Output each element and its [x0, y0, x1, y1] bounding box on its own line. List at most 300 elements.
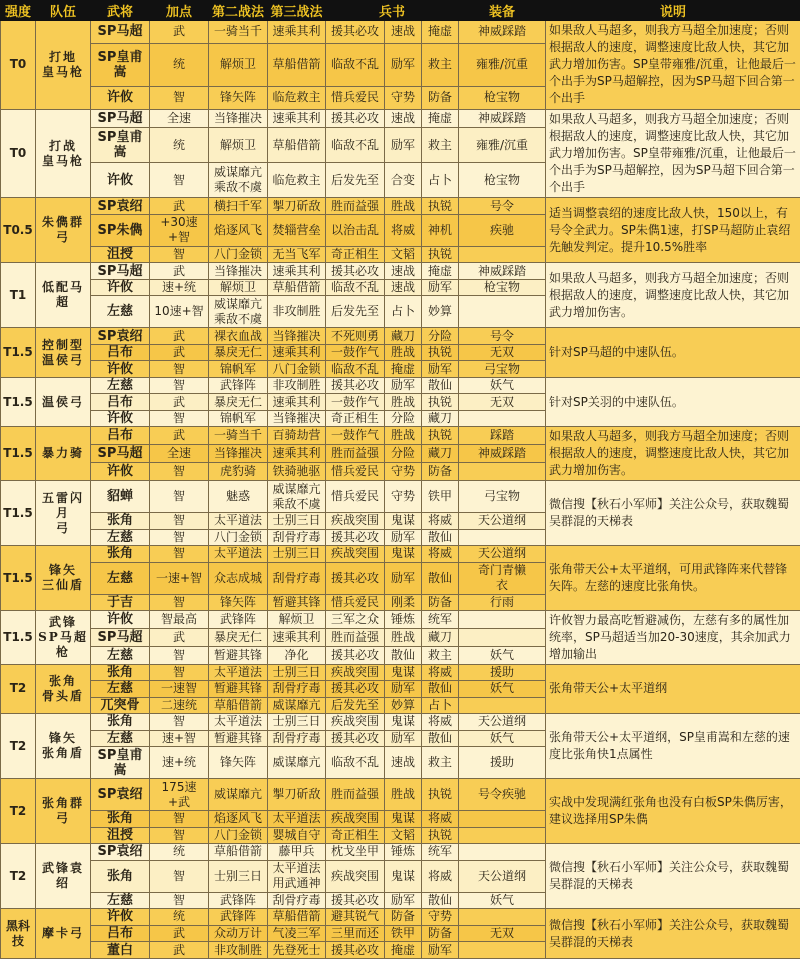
skill2-cell: 解烦卫: [209, 43, 268, 87]
points-cell: 一速智: [150, 681, 209, 698]
skill3-cell: 刮骨疗毒: [268, 681, 326, 698]
book1-cell: 不死则勇: [326, 328, 385, 345]
points-cell: 武: [150, 942, 209, 959]
points-cell: 武: [150, 21, 209, 44]
equip-cell: 行雨: [459, 594, 546, 611]
hero-cell: 左慈: [91, 646, 150, 664]
skill2-cell: 八门金锁: [209, 246, 268, 263]
equip-cell: 弓宝物: [459, 481, 546, 513]
table-row: [1, 328, 800, 345]
hero-cell: 许攸: [91, 909, 150, 926]
points-cell: 智: [150, 513, 209, 530]
book1-cell: 疾战突围: [326, 513, 385, 530]
skill2-cell: 太平道法: [209, 513, 268, 530]
equip-cell: 援助: [459, 664, 546, 681]
equip-cell: [459, 529, 546, 546]
book3-cell: 将威: [422, 860, 459, 892]
equip-cell: 天公道纲: [459, 860, 546, 892]
hero-cell: 许攸: [91, 163, 150, 198]
points-cell: 武: [150, 925, 209, 942]
points-cell: 智: [150, 377, 209, 394]
skill3-cell: 无当飞军: [268, 246, 326, 263]
table-row: [1, 109, 800, 127]
tier-cell: T1.5: [1, 611, 36, 665]
points-cell: 智: [150, 546, 209, 563]
book1-cell: 援其必攻: [326, 730, 385, 747]
book2-cell: 胜战: [385, 427, 422, 445]
book1-cell: 三里而还: [326, 925, 385, 942]
skill3-cell: 气凌三军: [268, 925, 326, 942]
points-cell: 智: [150, 646, 209, 664]
book1-cell: 援其必攻: [326, 942, 385, 959]
hero-cell: 左慈: [91, 529, 150, 546]
points-cell: 全速: [150, 445, 209, 463]
book1-cell: 临敌不乱: [326, 43, 385, 87]
book1-cell: 援其必攻: [326, 646, 385, 664]
skill2-cell: 武锋阵: [209, 892, 268, 909]
skill3-cell: 草船借箭: [268, 279, 326, 296]
skill3-cell: 太平道法: [268, 811, 326, 828]
header-row: [1, 1, 800, 21]
skill3-cell: 速乘其利: [268, 263, 326, 280]
book3-cell: 散仙: [422, 377, 459, 394]
hero-cell: SP马超: [91, 445, 150, 463]
hero-cell: SP马超: [91, 21, 150, 44]
book3-cell: 守势: [422, 909, 459, 926]
team-name-cell: 控制型 温侯弓: [36, 328, 91, 378]
book1-cell: 惜兵爱民: [326, 87, 385, 110]
book2-cell: 速战: [385, 747, 422, 779]
tier-cell: T2: [1, 714, 36, 779]
skill3-cell: 草船借箭: [268, 43, 326, 87]
book1-cell: 临敌不乱: [326, 747, 385, 779]
equip-cell: 天公道纲: [459, 513, 546, 530]
book2-cell: 鬼谋: [385, 664, 422, 681]
header-skill2: 第二战法: [209, 1, 268, 21]
hero-cell: 左慈: [91, 296, 150, 328]
book3-cell: 掩虚: [422, 109, 459, 127]
points-cell: 智: [150, 892, 209, 909]
table-row: [1, 427, 800, 445]
points-cell: 武: [150, 328, 209, 345]
skill2-cell: 锦帆军: [209, 361, 268, 378]
skill3-cell: 速乘其利: [268, 394, 326, 411]
book1-cell: 援其必攻: [326, 263, 385, 280]
hero-cell: 吕布: [91, 394, 150, 411]
hero-cell: 沮授: [91, 246, 150, 263]
tier-cell: T1.5: [1, 546, 36, 611]
equip-cell: [459, 697, 546, 714]
equip-cell: 无双: [459, 925, 546, 942]
tier-cell: T2: [1, 779, 36, 844]
team-name-cell: 低配马超: [36, 263, 91, 328]
hero-cell: 左慈: [91, 730, 150, 747]
equip-cell: [459, 942, 546, 959]
skill3-cell: 威谋靡亢 乘敌不虞: [268, 481, 326, 513]
hero-cell: 张角: [91, 714, 150, 731]
points-cell: 智: [150, 529, 209, 546]
skill2-cell: 暂避其锋: [209, 730, 268, 747]
book3-cell: 将威: [422, 546, 459, 563]
skill2-cell: 太平道法: [209, 546, 268, 563]
skill2-cell: 锋矢阵: [209, 594, 268, 611]
points-cell: 智: [150, 811, 209, 828]
team-name-cell: 锋矢 张角盾: [36, 714, 91, 779]
team-name-cell: 五雷闪月 弓: [36, 481, 91, 546]
points-cell: 智: [150, 827, 209, 844]
book3-cell: 执锐: [422, 344, 459, 361]
equip-cell: 枪宝物: [459, 163, 546, 198]
equip-cell: 号令: [459, 328, 546, 345]
book3-cell: 散仙: [422, 529, 459, 546]
book1-cell: 惜兵爱民: [326, 463, 385, 481]
table-row: [1, 377, 800, 394]
table-row: [1, 664, 800, 681]
book1-cell: 临敌不乱: [326, 361, 385, 378]
book2-cell: 速战: [385, 263, 422, 280]
points-cell: 智: [150, 361, 209, 378]
table-row: [1, 546, 800, 563]
skill2-cell: 众志成城: [209, 562, 268, 594]
book3-cell: 散仙: [422, 562, 459, 594]
skill3-cell: 草船借箭: [268, 127, 326, 162]
skill3-cell: 速乘其利: [268, 21, 326, 44]
skill2-cell: 非攻制胜: [209, 942, 268, 959]
book3-cell: 占卜: [422, 163, 459, 198]
points-cell: 武: [150, 344, 209, 361]
skill3-cell: 太平道法 用武通神: [268, 860, 326, 892]
skill3-cell: 士别三日: [268, 664, 326, 681]
hero-cell: 左慈: [91, 892, 150, 909]
book1-cell: 一鼓作气: [326, 394, 385, 411]
book1-cell: 后发先至: [326, 697, 385, 714]
equip-cell: 妖气: [459, 377, 546, 394]
header-tier: 强度: [1, 1, 36, 21]
points-cell: 武: [150, 394, 209, 411]
book1-cell: 援其必攻: [326, 377, 385, 394]
header-books: 兵书: [326, 1, 459, 21]
book1-cell: 援其必攻: [326, 529, 385, 546]
equip-cell: 枪宝物: [459, 279, 546, 296]
equip-cell: 天公道纲: [459, 714, 546, 731]
skill2-cell: 锦帆军: [209, 410, 268, 427]
hero-cell: 吕布: [91, 925, 150, 942]
skill3-cell: 解烦卫: [268, 611, 326, 629]
book2-cell: 励军: [385, 529, 422, 546]
tier-cell: T1.5: [1, 427, 36, 481]
hero-cell: 董白: [91, 942, 150, 959]
skill3-cell: 临危救主: [268, 163, 326, 198]
hero-cell: 张角: [91, 664, 150, 681]
skill2-cell: 武锋阵: [209, 611, 268, 629]
hero-cell: SP皇甫嵩: [91, 43, 150, 87]
note-cell: 微信搜【秋石小军师】关注公众号，获取魏蜀吴群混的天梯表: [546, 909, 800, 959]
equip-cell: 神威踩踏: [459, 21, 546, 44]
skill3-cell: 速乘其利: [268, 628, 326, 646]
note-cell: 许攸智力最高吃暂避减伤，左慈有多的属性加统率，SP马超适当加20-30速度，其余加武力增加输出: [546, 611, 800, 665]
skill2-cell: 当锋摧决: [209, 109, 268, 127]
equip-cell: 神威踩踏: [459, 445, 546, 463]
hero-cell: 于吉: [91, 594, 150, 611]
note-cell: 如果敌人马超多，则我方马超全加速度；否则根据敌人的速度，调整速度比敌人快，其它加武力增加伤害。SP皇带雍雅/沉重，让他最后一个出手为SP马超解控，因为SP马超下回合第一个出手: [546, 109, 800, 198]
book1-cell: 胜而益强: [326, 445, 385, 463]
skill3-cell: 八门金锁: [268, 361, 326, 378]
skill3-cell: 速乘其利: [268, 445, 326, 463]
hero-cell: SP袁绍: [91, 844, 150, 861]
skill2-cell: 威谋靡亢: [209, 779, 268, 811]
book2-cell: 励军: [385, 562, 422, 594]
book3-cell: 藏刀: [422, 410, 459, 427]
skill2-cell: 一骑当千: [209, 427, 268, 445]
equip-cell: [459, 463, 546, 481]
equip-cell: 无双: [459, 344, 546, 361]
skill3-cell: 百骑劫营: [268, 427, 326, 445]
skill2-cell: 虎豹骑: [209, 463, 268, 481]
header-equip: 装备: [459, 1, 546, 21]
book2-cell: 散仙: [385, 646, 422, 664]
book3-cell: 神机: [422, 214, 459, 246]
hero-cell: 张角: [91, 860, 150, 892]
book1-cell: 三军之众: [326, 611, 385, 629]
book1-cell: 疾战突围: [326, 664, 385, 681]
equip-cell: 号令疾驰: [459, 779, 546, 811]
book1-cell: 惜兵爱民: [326, 481, 385, 513]
book3-cell: 掩虚: [422, 21, 459, 44]
equip-cell: [459, 296, 546, 328]
book1-cell: 枕戈坐甲: [326, 844, 385, 861]
skill3-cell: 速乘其利: [268, 109, 326, 127]
tier-cell: T0: [1, 21, 36, 110]
skill3-cell: 焚辎营垒: [268, 214, 326, 246]
hero-cell: 吕布: [91, 344, 150, 361]
equip-cell: 弓宝物: [459, 361, 546, 378]
skill3-cell: 刮骨疗毒: [268, 562, 326, 594]
book2-cell: 文韬: [385, 827, 422, 844]
skill2-cell: 八门金锁: [209, 827, 268, 844]
skill3-cell: 刮骨疗毒: [268, 529, 326, 546]
book3-cell: 救主: [422, 747, 459, 779]
equip-cell: 奇门青懒 衣: [459, 562, 546, 594]
equip-cell: 天公道纲: [459, 546, 546, 563]
team-name-cell: 打战 皇马枪: [36, 109, 91, 198]
hero-cell: SP朱儁: [91, 214, 150, 246]
points-cell: 175速+武: [150, 779, 209, 811]
book1-cell: 援其必攻: [326, 681, 385, 698]
hero-cell: 张角: [91, 811, 150, 828]
hero-cell: 貂蝉: [91, 481, 150, 513]
book1-cell: 后发先至: [326, 163, 385, 198]
team-name-cell: 张角群弓: [36, 779, 91, 844]
book3-cell: 救主: [422, 43, 459, 87]
points-cell: +30速+智: [150, 214, 209, 246]
book3-cell: 救主: [422, 646, 459, 664]
equip-cell: [459, 811, 546, 828]
book3-cell: 防备: [422, 594, 459, 611]
points-cell: 统: [150, 844, 209, 861]
book1-cell: 胜而益强: [326, 628, 385, 646]
book2-cell: 文韬: [385, 246, 422, 263]
book3-cell: 防备: [422, 463, 459, 481]
book2-cell: 鬼谋: [385, 860, 422, 892]
points-cell: 统: [150, 909, 209, 926]
book2-cell: 励军: [385, 127, 422, 162]
table-row: [1, 844, 800, 861]
header-note: 说明: [546, 1, 800, 21]
book3-cell: 执锐: [422, 198, 459, 215]
book1-cell: 疾战突围: [326, 811, 385, 828]
skill3-cell: 非攻制胜: [268, 377, 326, 394]
equip-cell: 妖气: [459, 892, 546, 909]
points-cell: 智: [150, 594, 209, 611]
equip-cell: 神威踩踏: [459, 109, 546, 127]
skill3-cell: 铁骑驰驱: [268, 463, 326, 481]
skill2-cell: 当锋摧决: [209, 263, 268, 280]
book2-cell: 鬼谋: [385, 811, 422, 828]
hero-cell: 左慈: [91, 377, 150, 394]
book1-cell: 一鼓作气: [326, 427, 385, 445]
equip-cell: 援助: [459, 747, 546, 779]
book2-cell: 速战: [385, 21, 422, 44]
book3-cell: 执锐: [422, 394, 459, 411]
skill2-cell: 暴戾无仁: [209, 344, 268, 361]
book1-cell: 奇正相生: [326, 246, 385, 263]
tier-cell: T0.5: [1, 198, 36, 263]
book2-cell: 胜战: [385, 779, 422, 811]
book1-cell: 以治击乱: [326, 214, 385, 246]
skill3-cell: 婴城自守: [268, 827, 326, 844]
book2-cell: 守势: [385, 463, 422, 481]
skill3-cell: 威谋靡亢: [268, 747, 326, 779]
book2-cell: 励军: [385, 681, 422, 698]
team-name-cell: 暴力骑: [36, 427, 91, 481]
skill2-cell: 锋矢阵: [209, 87, 268, 110]
equip-cell: 妖气: [459, 730, 546, 747]
equip-cell: [459, 909, 546, 926]
skill2-cell: 武锋阵: [209, 909, 268, 926]
skill3-cell: 临危救主: [268, 87, 326, 110]
note-cell: 微信搜【秋石小军师】关注公众号，获取魏蜀吴群混的天梯表: [546, 844, 800, 909]
equip-cell: [459, 844, 546, 861]
skill2-cell: 草船借箭: [209, 844, 268, 861]
book2-cell: 刚柔: [385, 594, 422, 611]
book3-cell: 将威: [422, 714, 459, 731]
book2-cell: 藏刀: [385, 328, 422, 345]
skill3-cell: 暂避其锋: [268, 594, 326, 611]
table-row: [1, 779, 800, 811]
hero-cell: SP袁绍: [91, 198, 150, 215]
book1-cell: 胜而益强: [326, 779, 385, 811]
skill3-cell: 刮骨疗毒: [268, 892, 326, 909]
tier-cell: T1.5: [1, 481, 36, 546]
skill2-cell: 魅惑: [209, 481, 268, 513]
header-team: 队伍: [36, 1, 91, 21]
equip-cell: 疾驰: [459, 214, 546, 246]
note-cell: 如果敌人马超多，则我方马超全加速度；否则根据敌人的速度，调整速度比敌人快，其它加武力增加伤害。: [546, 427, 800, 481]
book3-cell: 散仙: [422, 892, 459, 909]
table-row: [1, 21, 800, 44]
book3-cell: 分险: [422, 328, 459, 345]
book2-cell: 将威: [385, 214, 422, 246]
book1-cell: 奇正相生: [326, 827, 385, 844]
points-cell: 统: [150, 43, 209, 87]
book3-cell: 救主: [422, 127, 459, 162]
book2-cell: 妙算: [385, 697, 422, 714]
skill3-cell: 藤甲兵: [268, 844, 326, 861]
book1-cell: 疾战突围: [326, 546, 385, 563]
tier-cell: T0: [1, 109, 36, 198]
tier-cell: 黑科 技: [1, 909, 36, 959]
book1-cell: 避其锐气: [326, 909, 385, 926]
hero-cell: 兀突骨: [91, 697, 150, 714]
book2-cell: 掩虚: [385, 942, 422, 959]
book2-cell: 鬼谋: [385, 714, 422, 731]
book3-cell: 将威: [422, 811, 459, 828]
skill2-cell: 一骑当千: [209, 21, 268, 44]
equip-cell: [459, 246, 546, 263]
equip-cell: [459, 628, 546, 646]
hero-cell: 许攸: [91, 410, 150, 427]
book1-cell: 奇正相生: [326, 410, 385, 427]
hero-cell: 许攸: [91, 463, 150, 481]
book3-cell: 防备: [422, 925, 459, 942]
points-cell: 武: [150, 628, 209, 646]
skill3-cell: 草船借箭: [268, 909, 326, 926]
points-cell: 速+智: [150, 730, 209, 747]
note-cell: 针对SP马超的中速队伍。: [546, 328, 800, 378]
book1-cell: 一鼓作气: [326, 344, 385, 361]
skill2-cell: 太平道法: [209, 714, 268, 731]
book3-cell: 铁甲: [422, 481, 459, 513]
equip-cell: [459, 410, 546, 427]
header-points: 加点: [150, 1, 209, 21]
skill2-cell: 暂避其锋: [209, 646, 268, 664]
skill3-cell: 刮骨疗毒: [268, 730, 326, 747]
table-row: [1, 611, 800, 629]
equip-cell: 妖气: [459, 681, 546, 698]
skill2-cell: 太平道法: [209, 664, 268, 681]
skill3-cell: 士别三日: [268, 513, 326, 530]
hero-cell: 许攸: [91, 87, 150, 110]
skill2-cell: 八门金锁: [209, 529, 268, 546]
note-cell: 张角带天公+太平道纲: [546, 664, 800, 714]
points-cell: 全速: [150, 109, 209, 127]
book2-cell: 防备: [385, 909, 422, 926]
hero-cell: 许攸: [91, 361, 150, 378]
hero-cell: SP袁绍: [91, 779, 150, 811]
points-cell: 一速+智: [150, 562, 209, 594]
book1-cell: 临敌不乱: [326, 127, 385, 162]
skill3-cell: 士别三日: [268, 714, 326, 731]
skill2-cell: 威谋靡亢 乘敌不虞: [209, 296, 268, 328]
book2-cell: 锤炼: [385, 611, 422, 629]
book1-cell: 疾战突围: [326, 860, 385, 892]
skill3-cell: 威谋靡亢: [268, 697, 326, 714]
skill3-cell: 当锋摧决: [268, 328, 326, 345]
hero-cell: 沮授: [91, 827, 150, 844]
skill2-cell: 众动万计: [209, 925, 268, 942]
book2-cell: 胜战: [385, 394, 422, 411]
tier-cell: T1: [1, 263, 36, 328]
equip-cell: 雍雅/沉重: [459, 127, 546, 162]
note-cell: 如果敌人马超多，则我方马超全加速度；否则根据敌人的速度，调整速度比敌人快，其它加武力增加伤害。SP皇带雍雅/沉重，让他最后一个出手为SP马超解控，因为SP马超下回合第一个出手: [546, 21, 800, 110]
skill3-cell: 非攻制胜: [268, 296, 326, 328]
team-name-cell: 武锋袁绍: [36, 844, 91, 909]
book1-cell: 疾战突围: [326, 714, 385, 731]
points-cell: 统: [150, 127, 209, 162]
skill3-cell: 掣刀斫敌: [268, 779, 326, 811]
note-cell: 适当调整袁绍的速度比敌人快，150以上，有号令全武力。SP朱儁1速，打SP马超防止袁绍先触发判定。提升10.5%胜率: [546, 198, 800, 263]
team-name-cell: 武锋 SP马超 枪: [36, 611, 91, 665]
